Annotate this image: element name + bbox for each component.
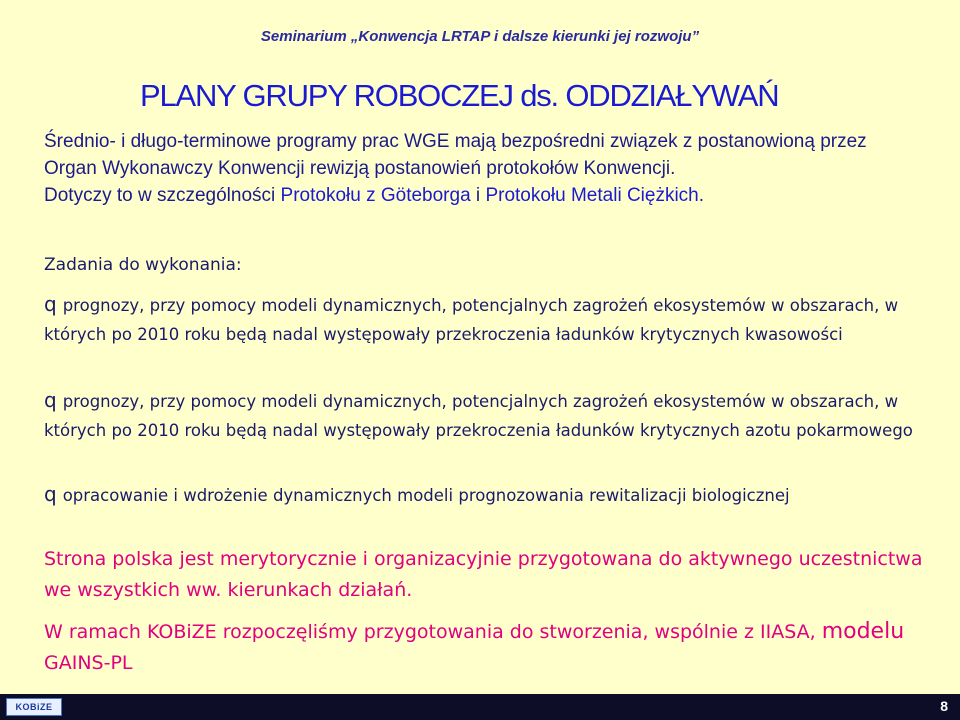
intro-line-2-prefix: Dotyczy to w szczególności [44,185,281,206]
model-word: modelu [821,619,905,644]
bullet-icon: q [44,388,57,412]
intro-connector: i [470,185,486,206]
page-number: 8 [940,698,948,714]
polish-side-statement: Strona polska jest merytorycznie i organizacyjnie przygotowana do aktywnego uczestnictwa we wszystkich ww. kierunkach działań. [44,548,923,601]
slide-title: PLANY GRUPY ROBOCZEJ ds. ODDZIAŁYWAŃ [140,78,779,113]
task-text-3: opracowanie i wdrożenie dynamicznych modeli prognozowania rewitalizacji biologicznej [62,486,790,505]
task-item-3 [44,480,924,510]
kobize-logo: KOBiZE [6,698,62,716]
task-item-2 [44,386,924,445]
task-item-1 [44,290,924,349]
gothenburg-protocol-ref: Protokołu z Göteborga [280,185,471,206]
kobize-statement [44,616,924,679]
kobize-statement-text: W ramach KOBiZE rozpoczęliśmy przygotowania do stworzenia, wspólnie z IIASA, [44,621,822,643]
seminar-header: Seminarium „Konwencja LRTAP i dalsze kierunki jej rozwoju” [260,28,700,45]
bullet-icon: q [44,292,57,316]
task-text-1: prognozy, przy pomocy modeli dynamicznych, potencjalnych zagrożeń ekosystemów w obszarach, w których po 2010 roku będą nadal występowały przekroczenia ładunków krytycznych kwasowości [44,296,899,344]
footer-bar [0,694,960,720]
intro-line-1: Średnio- i długo-terminowe programy prac WGE mają bezpośredni związek z postanowioną przez Organ Wykonawczy Konwencji rewizją postanowień protokołów Konwencji. [44,131,867,179]
tasks-label: Zadania do wykonania: [44,255,242,275]
heavy-metals-protocol-ref: Protokołu Metali Ciężkich [485,185,699,206]
intro-end: . [698,185,705,206]
task-text-2: prognozy, przy pomocy modeli dynamicznych, potencjalnych zagrożeń ekosystemów w obszarach, w których po 2010 roku będą nadal występowały przekroczenia ładunków krytycznych azotu pokarmowego [44,392,913,440]
bullet-icon: q [44,482,57,506]
gains-pl: GAINS-PL [44,652,133,674]
intro-paragraph [44,128,904,209]
